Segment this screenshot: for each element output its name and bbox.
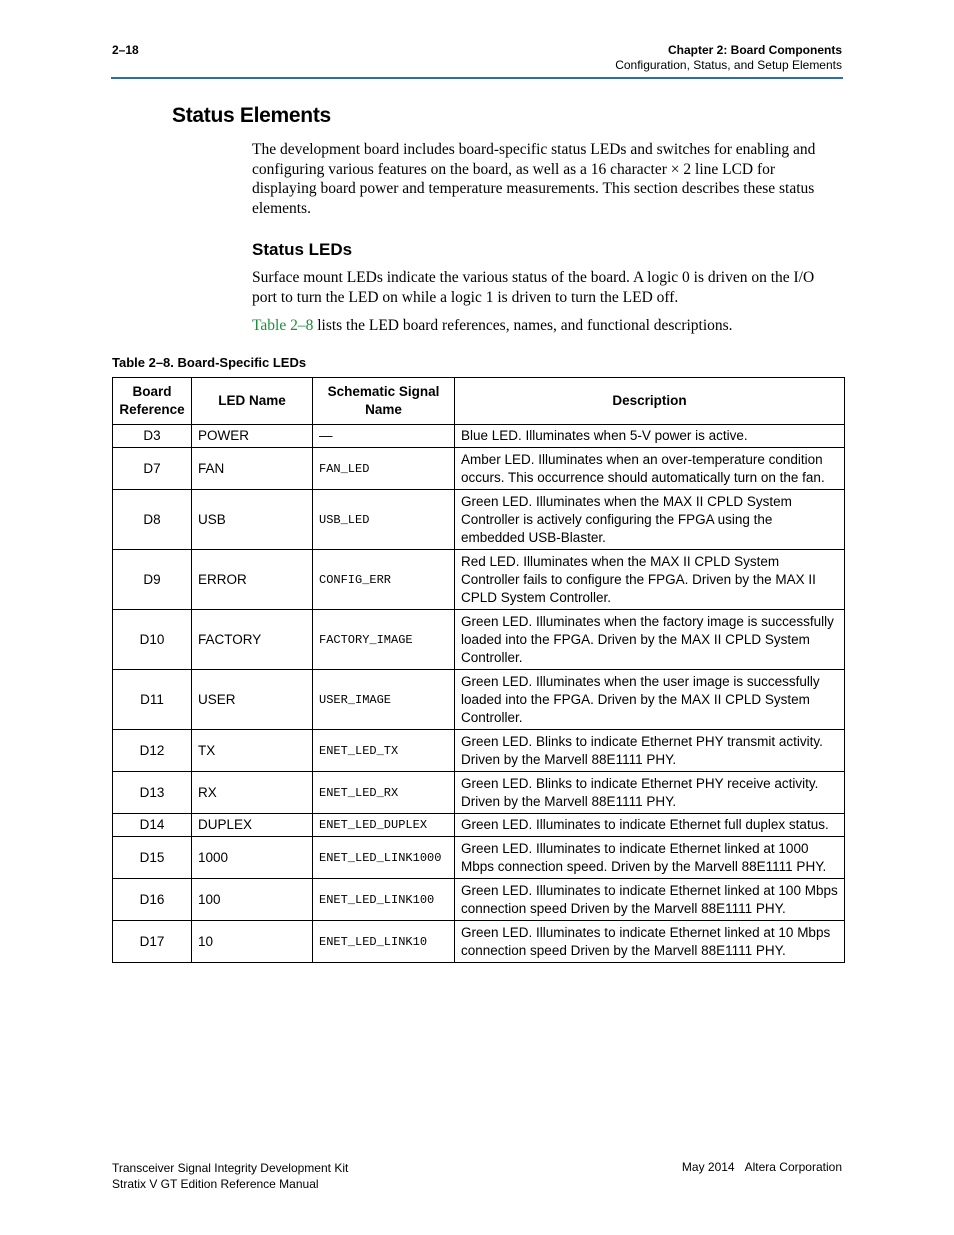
cell-signal-name: ENET_LED_TX xyxy=(313,730,455,772)
cell-board-reference: D12 xyxy=(113,730,192,772)
leds-paragraph: Surface mount LEDs indicate the various status of the board. A logic 0 is driven on the I/O port to turn the LED on while a logic 1 is driven to turn the LED off. xyxy=(252,269,815,306)
table-link[interactable]: Table 2–8 xyxy=(252,317,314,334)
cell-signal-name: FAN_LED xyxy=(313,448,455,490)
table-row xyxy=(113,837,845,879)
cell-led-name: FAN xyxy=(192,448,313,490)
cell-description: Amber LED. Illuminates when an over-temperature condition occurs. This occurrence should automatically turn on the fan. xyxy=(455,448,845,490)
table-row xyxy=(113,425,845,448)
cell-description: Green LED. Blinks to indicate Ethernet PHY transmit activity. Driven by the Marvell 88E1111 PHY. xyxy=(455,730,845,772)
col-header-description: Description xyxy=(455,378,845,425)
cell-board-reference: D7 xyxy=(113,448,192,490)
cell-signal-name: USER_IMAGE xyxy=(313,670,455,730)
cell-description: Green LED. Illuminates when the factory image is successfully loaded into the FPGA. Driven by the MAX II CPLD System Controller. xyxy=(455,610,845,670)
cell-description: Green LED. Blinks to indicate Ethernet PHY receive activity. Driven by the Marvell 88E1111 PHY. xyxy=(455,772,845,814)
footer-title-line1: Transceiver Signal Integrity Development Kit xyxy=(112,1161,349,1175)
footer-publication xyxy=(682,1160,842,1174)
cell-board-reference: D10 xyxy=(113,610,192,670)
cell-board-reference: D13 xyxy=(113,772,192,814)
cell-led-name: RX xyxy=(192,772,313,814)
table-reference-text: lists the LED board references, names, and functional descriptions. xyxy=(313,317,733,334)
cell-signal-name: ENET_LED_DUPLEX xyxy=(313,814,455,837)
cell-led-name: FACTORY xyxy=(192,610,313,670)
cell-description: Green LED. Illuminates to indicate Ethernet linked at 100 Mbps connection speed Driven by the Marvell 88E1111 PHY. xyxy=(455,879,845,921)
cell-board-reference: D8 xyxy=(113,490,192,550)
cell-description: Green LED. Illuminates to indicate Ethernet full duplex status. xyxy=(455,814,845,837)
cell-signal-name: — xyxy=(313,425,455,448)
cell-led-name: DUPLEX xyxy=(192,814,313,837)
cell-description: Green LED. Illuminates when the user image is successfully loaded into the FPGA. Driven by the MAX II CPLD System Controller. xyxy=(455,670,845,730)
cell-description: Green LED. Illuminates to indicate Ethernet linked at 10 Mbps connection speed Driven by the Marvell 88E1111 PHY. xyxy=(455,921,845,963)
footer-date: May 2014 xyxy=(681,1160,735,1174)
cell-board-reference: D16 xyxy=(113,879,192,921)
cell-signal-name: CONFIG_ERR xyxy=(313,550,455,610)
cell-board-reference: D15 xyxy=(113,837,192,879)
table-caption: Table 2–8. Board-Specific LEDs xyxy=(112,355,307,370)
table-row xyxy=(113,921,845,963)
chapter-title: Chapter 2: Board Components xyxy=(667,43,842,57)
cell-led-name: 100 xyxy=(192,879,313,921)
cell-signal-name: FACTORY_IMAGE xyxy=(313,610,455,670)
table-row xyxy=(113,814,845,837)
col-header-signal-name: Schematic Signal Name xyxy=(313,378,455,425)
cell-led-name: 10 xyxy=(192,921,313,963)
section-title: Status Elements xyxy=(172,104,331,127)
table-row xyxy=(113,879,845,921)
table-row xyxy=(113,490,845,550)
table-row xyxy=(113,772,845,814)
cell-board-reference: D17 xyxy=(113,921,192,963)
cell-signal-name: ENET_LED_LINK1000 xyxy=(313,837,455,879)
cell-led-name: POWER xyxy=(192,425,313,448)
intro-paragraph: The development board includes board-specific status LEDs and switches for enabling and configuring various features on the board, as well as a 16 character × 2 line LCD for displaying board power and temperature measurements. This section describes these status elements. xyxy=(252,141,816,217)
col-header-board-reference: Board Reference xyxy=(113,378,192,425)
table-header-row xyxy=(113,378,845,425)
col-header-led-name: LED Name xyxy=(192,378,313,425)
cell-led-name: 1000 xyxy=(192,837,313,879)
table-row xyxy=(113,610,845,670)
cell-board-reference: D11 xyxy=(113,670,192,730)
footer-title-line2: Stratix V GT Edition Reference Manual xyxy=(112,1177,319,1191)
subsection-title: Status LEDs xyxy=(252,240,353,259)
cell-signal-name: ENET_LED_LINK10 xyxy=(313,921,455,963)
footer-company: Altera Corporation xyxy=(744,1160,842,1174)
cell-description: Blue LED. Illuminates when 5-V power is active. xyxy=(455,425,845,448)
led-table xyxy=(112,377,845,963)
cell-description: Green LED. Illuminates to indicate Ethernet linked at 1000 Mbps connection speed. Driven by the Marvell 88E1111 PHY. xyxy=(455,837,845,879)
table-row xyxy=(113,550,845,610)
cell-board-reference: D9 xyxy=(113,550,192,610)
header-rule xyxy=(111,77,843,79)
cell-board-reference: D3 xyxy=(113,425,192,448)
cell-led-name: TX xyxy=(192,730,313,772)
table-row xyxy=(113,730,845,772)
page-number: 2–18 xyxy=(112,43,139,57)
cell-description: Green LED. Illuminates when the MAX II CPLD System Controller is actively configuring the FPGA using the embedded USB-Blaster. xyxy=(455,490,845,550)
table-row xyxy=(113,670,845,730)
cell-board-reference: D14 xyxy=(113,814,192,837)
footer-manual-title xyxy=(112,1160,348,1192)
cell-led-name: USB xyxy=(192,490,313,550)
cell-led-name: ERROR xyxy=(192,550,313,610)
cell-led-name: USER xyxy=(192,670,313,730)
table-reference-paragraph xyxy=(252,316,842,336)
section-name: Configuration, Status, and Setup Elements xyxy=(615,58,842,72)
cell-signal-name: ENET_LED_LINK100 xyxy=(313,879,455,921)
cell-signal-name: USB_LED xyxy=(313,490,455,550)
table-row xyxy=(113,448,845,490)
cell-signal-name: ENET_LED_RX xyxy=(313,772,455,814)
running-header xyxy=(615,43,842,73)
cell-description: Red LED. Illuminates when the MAX II CPLD System Controller fails to configure the FPGA. Driven by the MAX II CPLD System Controller. xyxy=(455,550,845,610)
